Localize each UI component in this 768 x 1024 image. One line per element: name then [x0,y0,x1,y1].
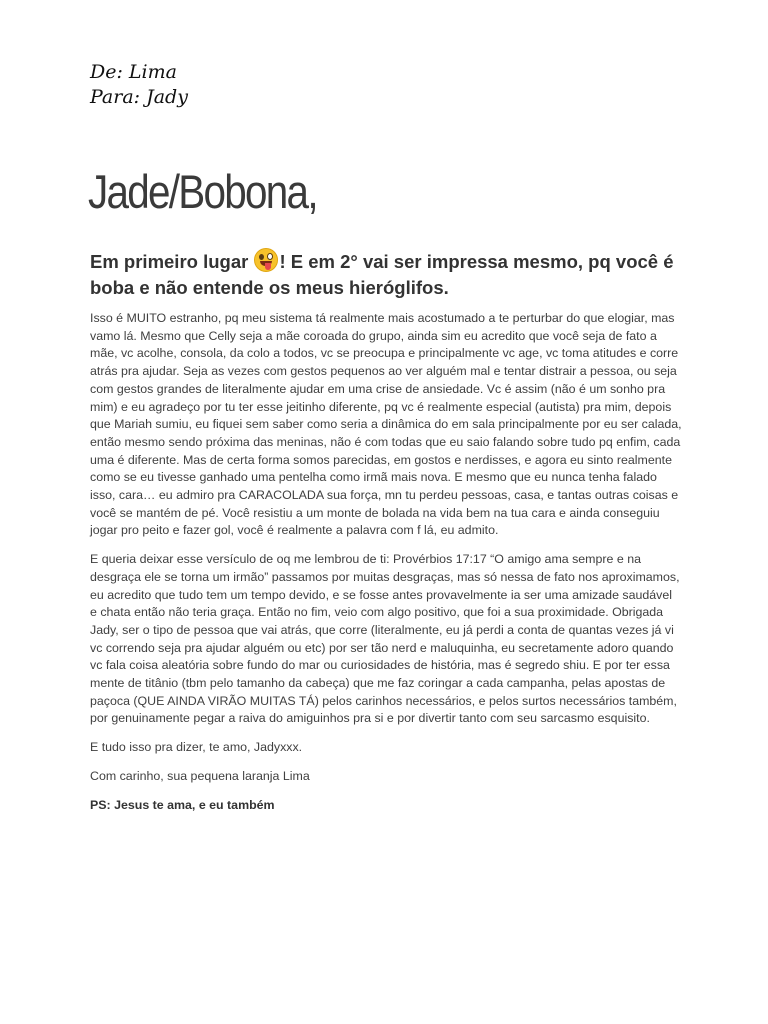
subheading-text-start: Em primeiro lugar [90,251,254,272]
letter-subheading [90,248,680,301]
letter-body [90,310,682,825]
zany-face-icon [254,248,278,272]
from-line: De: Lima [90,61,177,83]
subheading-text-end: ! E em 2° vai ser impressa mesmo, pq você é boba e não entende os meus hieróglifos. [90,251,674,298]
letter-title: Jade/Bobona, [88,165,317,218]
paragraph-2: E queria deixar esse versículo de oq me lembrou de ti: Provérbios 17:17 “O amigo ama sempre e na desgraça ele se torna um irmão” passamos por muitas desgraças, mas só nessa de fato nos aproximamos, eu acredito que tudo tem um tempo devido, e se fosse antes provavelmente ia ser uma amizade saudável e chata então não teria graça. Então no fim, veio com algo positivo, que foi a sua proximidade. Obrigada Jady, ser o tipo de pessoa que vai atrás, que corre (literalmente, eu já perdi a conta de quantas vezes já vi vc correndo seja pra ajudar alguém ou etc) por ser tão nerd e maluquinha, eu secretamente adoro quando vc fala coisa aleatória sobre fundo do mar ou curiosidades de história, mas é segredo shiu. E por ter essa mente de titânio (tbm pelo tamanho da cabeça) que me faz coringar a cada campanha, pelas apostas de paçoca (QUE AINDA VIRÃO MUITAS TÁ) pelos carinhos necessários, e pelos surtos necessários também, por genuinamente pegar a raiva do amiguinhos pra si e por divertir tanto com seu sarcasmo esquisito. [90,552,680,726]
paragraph-3: E tudo isso pra dizer, te amo, Jadyxxx. [90,740,303,755]
paragraph-1: Isso é MUITO estranho, pq meu sistema tá realmente mais acostumado a te perturbar do que elogiar, mas vamo lá. Mesmo que Celly seja a mãe coroada do grupo, ainda sim eu acredito que você seja de fato a mãe, vc acolhe, consola, da colo a todos, vc se preocupa e principalmente vc age, vc toma atitudes e corre atrás pra ajudar. Seja as vezes com gestos pequenos ao ver alguém mal e tentar distrair a pessoa, ou seja com gestos grandes de literalmente ajudar em uma crise de ansiedade. Vc é assim (não é um sonho pra mim) e eu agradeço por tu ter esse jeitinho diferente, pq vc é realmente especial (autista) pra mim, depois que Mariah sumiu, eu fiquei sem saber como seria a dinâmica do em sala principalmente por eu ser calada, então mesmo sendo próxima das meninas, não é com todas que eu saio falando sobre tudo pq enfim, cada uma é diferente. Mas de certa forma somos parecidas, em gostos e nerdisses, e agora eu sinto realmente como se eu tivesse ganhado uma pentelha como irmã mais nova. E mesmo que eu nunca tenha falado isso, cara… eu admiro pra CARACOLADA sua força, mn tu perdeu pessoas, casa, e tantas outras coisas e você se mantém de pé. Você resistiu a um monte de bolada na vida bem na tua cara e ainda conseguiu jogar pro peito e fazer gol, você é realmente a palavra com f lá, eu admito. [90,311,682,538]
to-line: Para: Jady [90,86,188,108]
letter-header [90,60,188,110]
paragraph-4: Com carinho, sua pequena laranja Lima [90,768,310,783]
postscript: PS: Jesus te ama, e eu também [90,797,275,812]
